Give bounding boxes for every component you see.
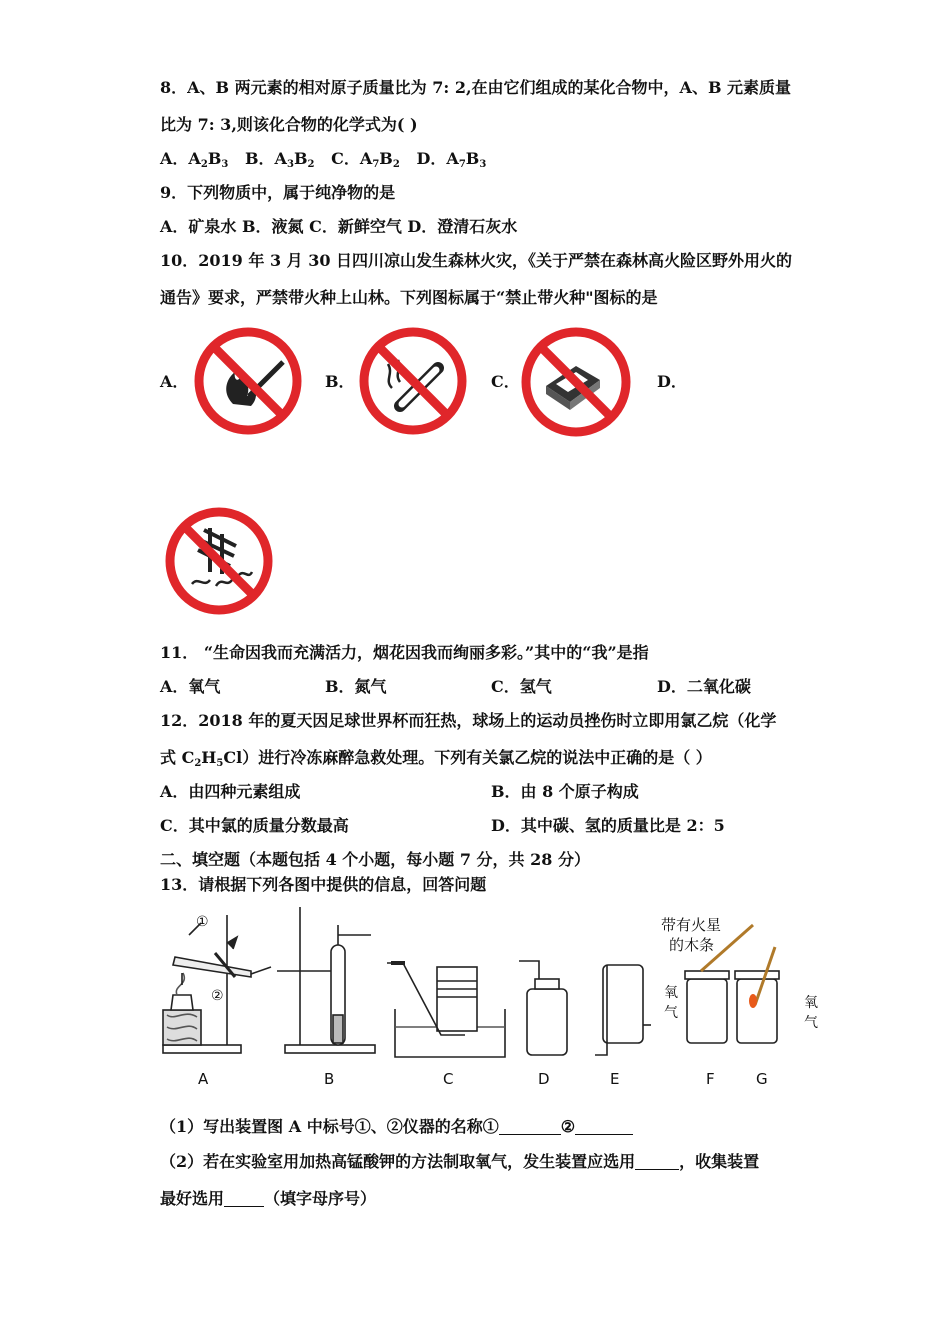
apparatus-label-b: B [324, 1070, 335, 1088]
oxygen-label-right-2: 气 [804, 1015, 818, 1031]
q13-sub1: （1）写出装置图 A 中标号①、②仪器的名称① ② [160, 1116, 633, 1138]
q10-stem-line1: 10．2019 年 3 月 30 日四川凉山发生森林火灾，《关于严禁在森林高火险区野外用火的 [160, 251, 793, 270]
q8-stem-line2: 比为 7: 3,则该化合物的化学式为( ) [160, 115, 418, 134]
q9-options: A．矿泉水 B．液氮 C．新鲜空气 D．澄清石灰水 [160, 217, 518, 236]
q11-stem: 11． “生命因我而充满活力，烟花因我而绚丽多彩。”其中的“我”是指 [160, 643, 649, 662]
q12-stem-line1: 12．2018 年的夏天因足球世界杯而狂热，球场上的运动员挫伤时立即用氯乙烷（化学 [160, 711, 777, 730]
no-fire-icon [193, 326, 303, 436]
q8-option-d: D．$A_7B_3$ [416, 149, 487, 170]
oxygen-label-left-2: 气 [664, 1005, 678, 1021]
section2-heading: 二、填空题（本题包括 4 个小题，每小题 7 分，共 28 分） [160, 850, 590, 869]
q10-label-d: D． [657, 372, 687, 391]
answer-blank-3[interactable] [635, 1153, 679, 1170]
apparatus-label-d: D [538, 1070, 550, 1088]
q12-option-c: C．其中氯的质量分数最高 [160, 816, 349, 835]
answer-blank-2[interactable] [575, 1118, 633, 1135]
q11-option-a: A．氧气 [160, 677, 221, 696]
q8-stem-line1: 8．A、B 两元素的相对原子质量比为 7: 2,在由它们组成的某化合物中，A、B 元素质量 [160, 78, 792, 97]
q9-stem: 9．下列物质中，属于纯净物的是 [160, 183, 396, 202]
q8-option-b: B．$A_3B_2$ [245, 149, 315, 170]
apparatus-label-f: F [706, 1070, 715, 1088]
q10-label-a: A． [160, 372, 189, 391]
no-burning-grass-icon [164, 506, 274, 616]
q13-stem: 13．请根据下列各图中提供的信息，回答问题 [160, 875, 487, 894]
q13-sub2-line2: 最好选用 （填字母序号） [160, 1189, 377, 1208]
q12-stem-line2: 式 $C_2H_5Cl$）进行冷冻麻醉急救处理。下列有关氯乙烷的说法中正确的是（ ） [160, 748, 712, 769]
q10-label-c: C． [491, 372, 520, 391]
answer-blank-4[interactable] [224, 1190, 264, 1207]
splint-note-line1: 带有火星 [661, 916, 722, 934]
oxygen-label-right-1: 氧 [804, 995, 818, 1011]
apparatus-a-marker-2: ② [211, 988, 224, 1004]
oxygen-label-left-1: 氧 [664, 985, 678, 1001]
q10-label-b: B． [325, 372, 355, 391]
q11-option-d: D．二氧化碳 [657, 677, 751, 696]
q8-option-c: C．$A_7B_2$ [331, 149, 400, 170]
no-matches-icon [520, 326, 632, 438]
lab-apparatus-diagram [155, 905, 835, 1065]
q8-option-a: A．$A_2B_3$ [160, 149, 229, 170]
apparatus-label-e: E [610, 1070, 620, 1088]
splint-note-line2: 的木条 [669, 936, 715, 954]
apparatus-label-g: G [756, 1070, 768, 1088]
q8-options [160, 148, 486, 176]
q12-option-b: B．由 8 个原子构成 [491, 782, 639, 801]
q11-option-b: B．氮气 [325, 677, 387, 696]
q13-sub2-line1: （2）若在实验室用加热高锰酸钾的方法制取氧气，发生装置应选用 ，收集装置 [160, 1152, 760, 1171]
apparatus-a-marker-1: ① [196, 914, 209, 930]
no-smoking-icon [358, 326, 468, 436]
q11-option-c: C．氢气 [491, 677, 552, 696]
q12-option-a: A．由四种元素组成 [160, 782, 301, 801]
q12-option-d: D．其中碳、氢的质量比是 2：5 [491, 816, 725, 835]
answer-blank-1[interactable] [499, 1118, 561, 1135]
apparatus-label-a: A [198, 1070, 209, 1088]
q10-stem-line2: 通告》要求，严禁带火种上山林。下列图标属于“禁止带火种"图标的是 [160, 288, 658, 307]
apparatus-label-c: C [443, 1070, 454, 1088]
